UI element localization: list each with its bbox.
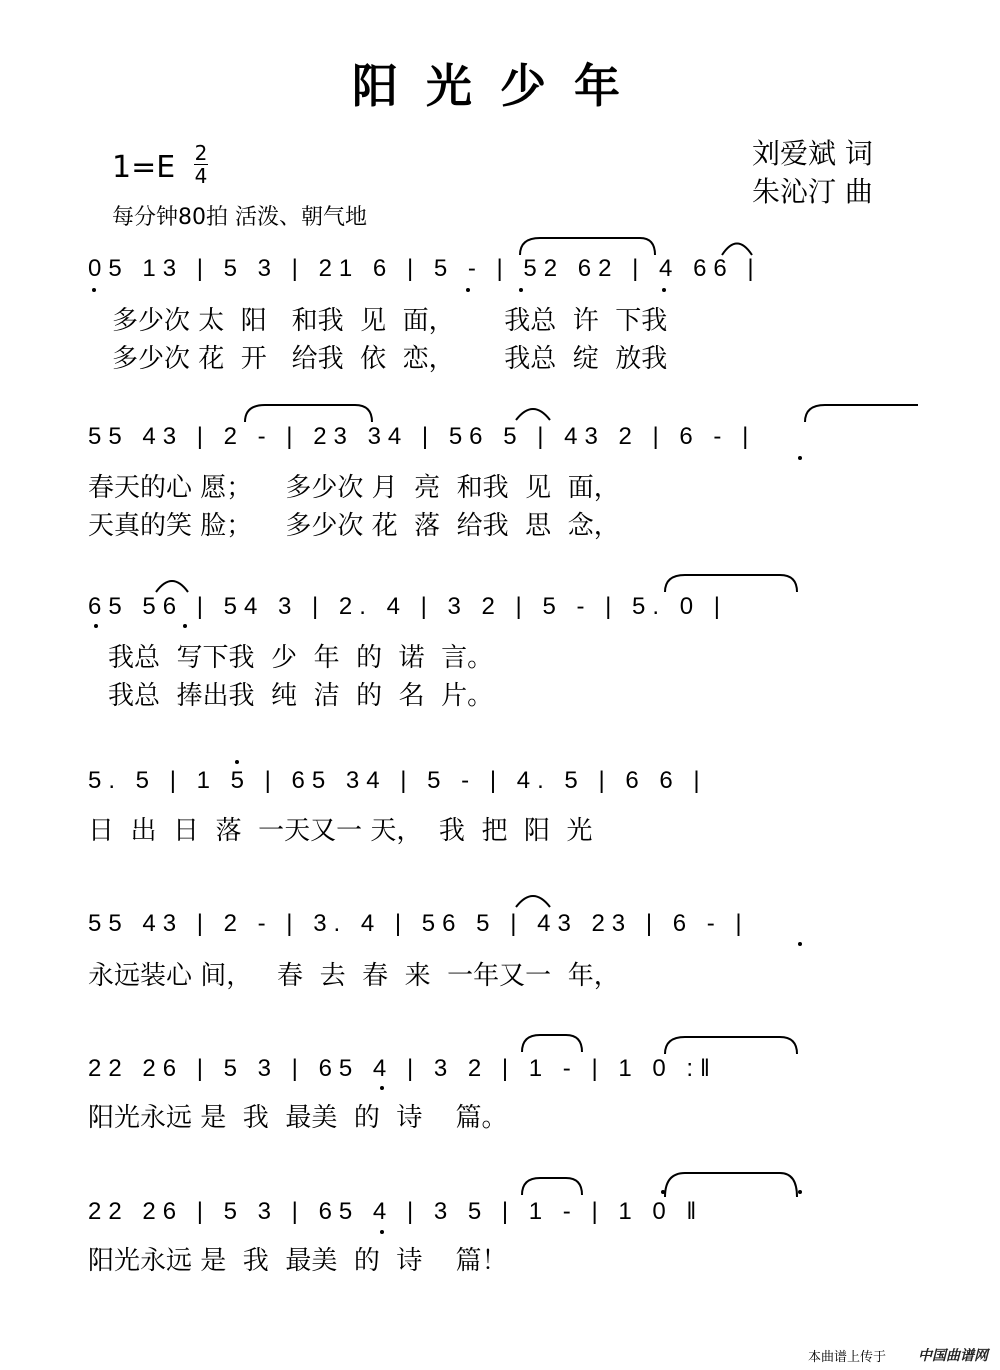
- notation-line-7: [0, 1193, 1000, 1233]
- notation-line-5: [0, 905, 1000, 945]
- notes: 55 43 | 2 - | 3. 4 | 56 5 | 43 23 | 6 - |: [88, 910, 749, 937]
- time-signature-bottom: 4: [194, 164, 208, 188]
- notation-line-2: [0, 418, 1000, 458]
- notes: 22 26 | 5 3 | 65 4 | 3 5 | 1 - | 1 0 ‖: [88, 1198, 704, 1225]
- footer-text: 本曲谱上传于: [808, 1350, 887, 1365]
- site-logo-text: 中国曲谱网: [918, 1348, 988, 1364]
- time-signature: [194, 142, 208, 187]
- notes: 65 56 | 54 3 | 2. 4 | 3 2 | 5 - | 5. 0 |: [88, 593, 727, 620]
- notes: 05 13 | 5 3 | 21 6 | 5 - | 52 62 | 4 66 |: [88, 255, 761, 282]
- notes: 5. 5 | 1 5 | 65 34 | 5 - | 4. 5 | 6 6 |: [88, 767, 707, 794]
- notation-line-1: [0, 250, 1000, 290]
- notation-line-4: [0, 762, 1000, 802]
- key-signature: 1=E: [112, 150, 176, 185]
- composer-credit: 朱沁汀 曲: [752, 175, 873, 208]
- notation-line-3: [0, 588, 1000, 628]
- notes: 55 43 | 2 - | 23 34 | 56 5 | 43 2 | 6 - |: [88, 423, 756, 450]
- lyricist-credit: 刘爱斌 词: [752, 137, 873, 170]
- score-title: 阳光少年: [352, 59, 648, 113]
- tempo-marking: 每分钟80拍 活泼、朝气地: [112, 205, 367, 230]
- notation-line-6: [0, 1050, 1000, 1090]
- notes: 22 26 | 5 3 | 65 4 | 3 2 | 1 - | 1 0 :‖: [88, 1055, 717, 1082]
- time-signature-top: 2: [194, 141, 208, 165]
